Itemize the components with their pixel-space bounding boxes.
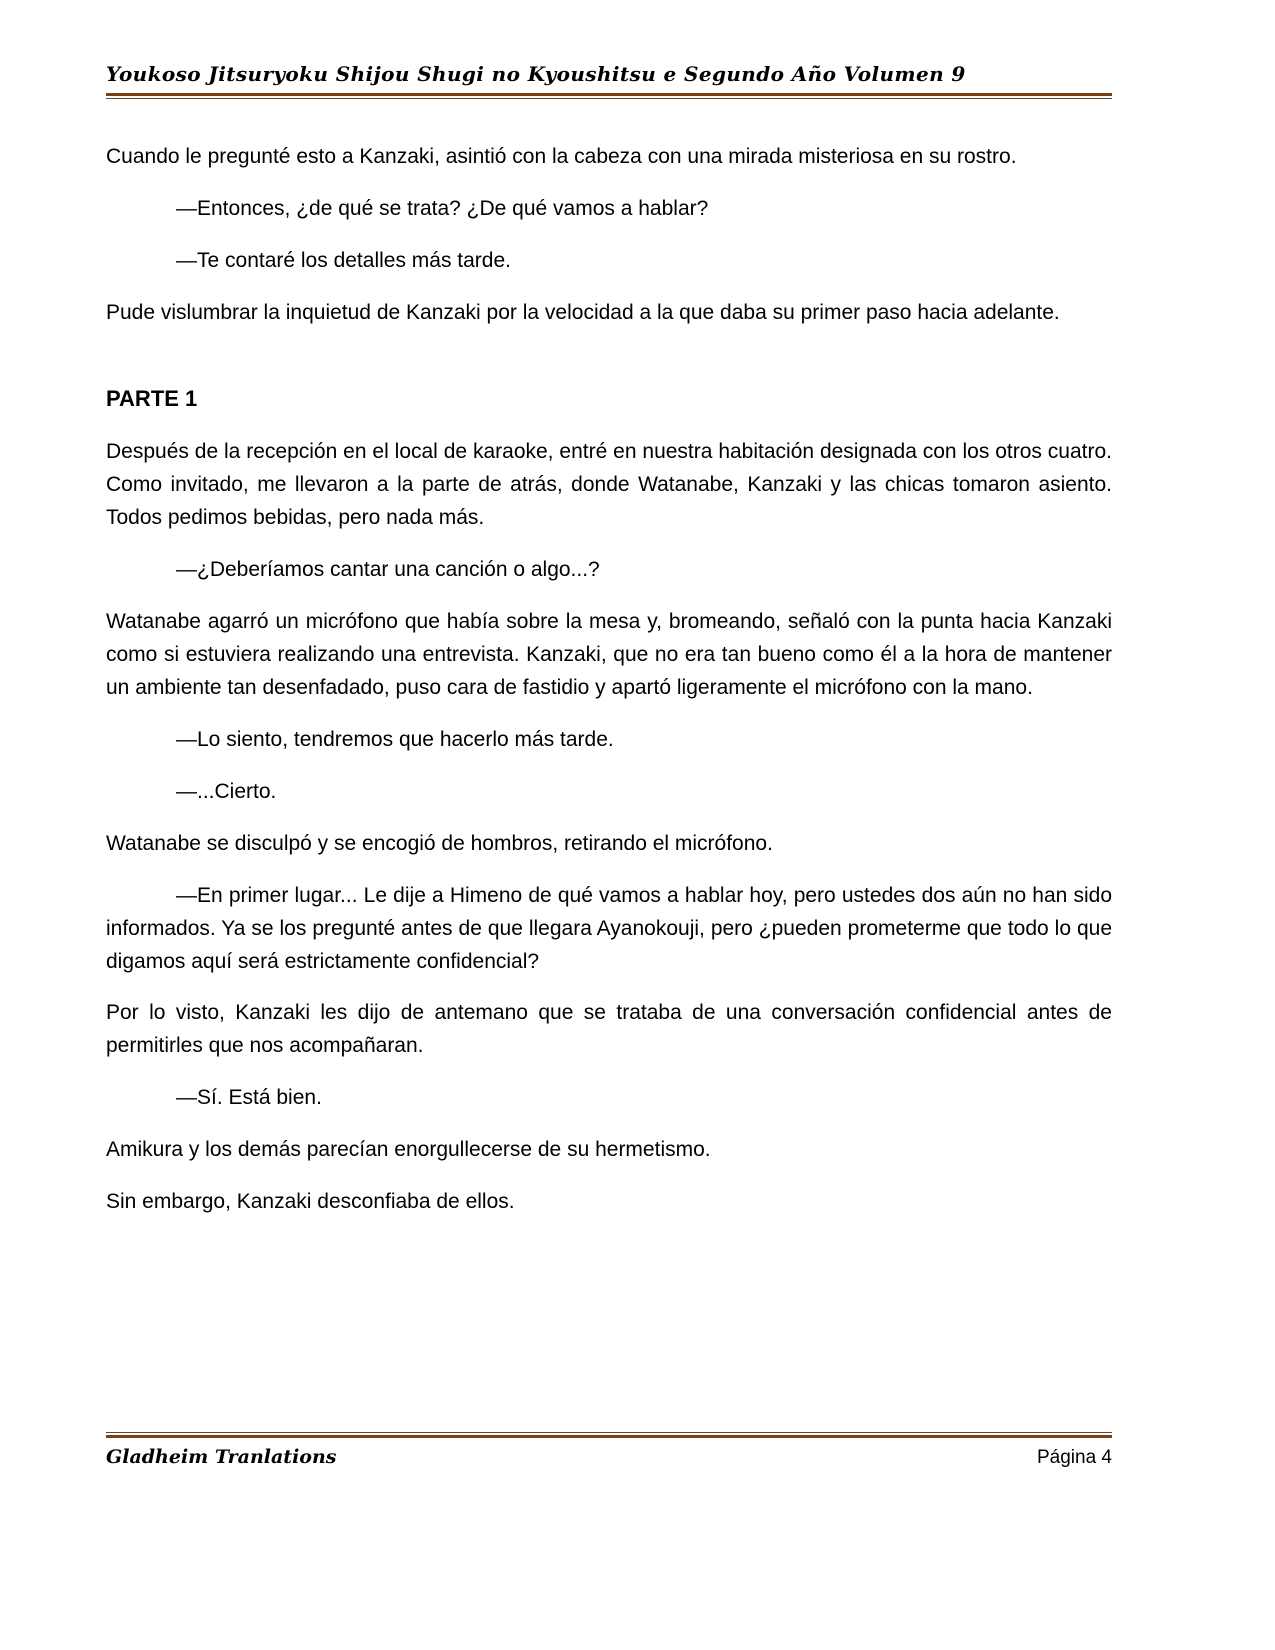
footer-translator-credit: Gladheim Tranlations xyxy=(106,1446,337,1468)
page-footer xyxy=(106,1432,1112,1469)
paragraph: Por lo visto, Kanzaki les dijo de antemano que se trataba de una conversación confidencial antes de permitirles que nos acompañaran. xyxy=(106,1001,1112,1058)
section-heading: PARTE 1 xyxy=(106,385,198,411)
dialogue-paragraph: —¿Deberíamos cantar una canción o algo...? xyxy=(176,557,600,581)
paragraph: Sin embargo, Kanzaki desconfiaba de ellos. xyxy=(106,1190,515,1214)
page-header xyxy=(106,62,1112,99)
dialogue-paragraph: —En primer lugar... Le dije a Himeno de qué vamos a hablar hoy, pero ustedes dos aún no han sido informados. Ya se los pregunté antes de que llegara Ayanokouji, pero ¿pueden prometerme que todo lo que digamos aquí será estrictamente confidencial? xyxy=(106,883,1112,973)
paragraph: Watanabe se disculpó y se encogió de hombros, retirando el micrófono. xyxy=(106,831,773,855)
dialogue-paragraph: —Lo siento, tendremos que hacerlo más tarde. xyxy=(176,727,614,751)
footer-page-number: Página 4 xyxy=(1036,1447,1112,1468)
page-body xyxy=(106,141,1112,1238)
footer-rule xyxy=(106,1432,1112,1438)
header-title: Youkoso Jitsuryoku Shijou Shugi no Kyoushitsu e Segundo Año Volumen 9 xyxy=(106,62,966,86)
dialogue-paragraph: —Te contaré los detalles más tarde. xyxy=(176,248,511,272)
dialogue-paragraph: —...Cierto. xyxy=(176,779,277,803)
paragraph: Después de la recepción en el local de karaoke, entré en nuestra habitación designada con los otros cuatro. Como invitado, me llevaron a la parte de atrás, donde Watanabe, Kanzaki y las chicas tomaron asiento. Todos pedimos bebidas, pero nada más. xyxy=(106,439,1112,529)
paragraph: Amikura y los demás parecían enorgullecerse de su hermetismo. xyxy=(106,1138,711,1162)
dialogue-paragraph: —Sí. Está bien. xyxy=(176,1086,322,1110)
paragraph: Watanabe agarró un micrófono que había sobre la mesa y, bromeando, señaló con la punta hacia Kanzaki como si estuviera realizando una entrevista. Kanzaki, que no era tan bueno como él a la hora de mantener un ambiente tan desenfadado, puso cara de fastidio y apartó ligeramente el micrófono con la mano. xyxy=(106,609,1112,699)
dialogue-paragraph: —Entonces, ¿de qué se trata? ¿De qué vamos a hablar? xyxy=(176,196,709,220)
header-rule xyxy=(106,93,1112,99)
paragraph: Cuando le pregunté esto a Kanzaki, asintió con la cabeza con una mirada misteriosa en su rostro. xyxy=(106,145,1017,168)
paragraph: Pude vislumbrar la inquietud de Kanzaki por la velocidad a la que daba su primer paso hacia adelante. xyxy=(106,300,1060,324)
